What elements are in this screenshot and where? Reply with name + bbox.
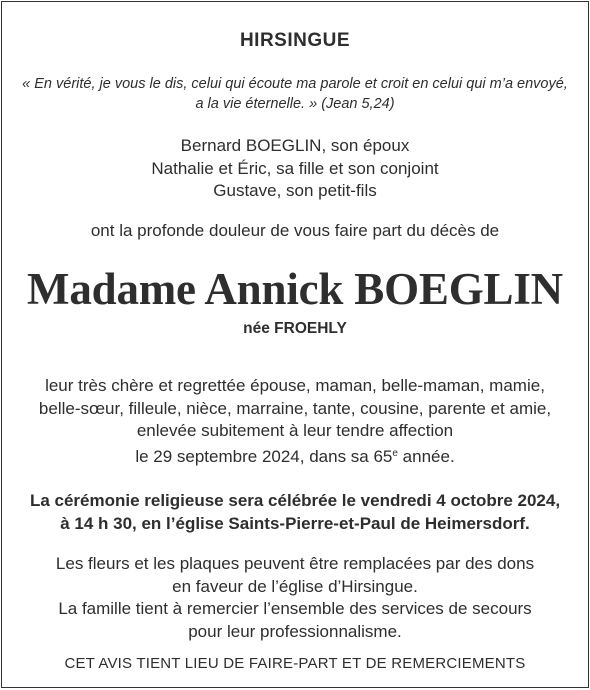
family-member: Gustave, son petit-fils [213,181,377,200]
flowers-line: pour leur professionnalisme. [188,621,402,641]
deceased-description [2,375,588,468]
flowers-line: Les fleurs et les plaques peuvent être remplacées par des dons [55,554,535,573]
flowers-line: en faveur de l’église d’Hirsingue. [172,576,418,596]
date-age-text: le 29 septembre 2024, dans sa 65 [135,446,393,466]
obituary-notice [1,1,589,688]
date-age-end: année. [397,446,455,466]
ceremony-line: La cérémonie religieuse sera célébrée le vendredi 4 octobre 2024, [29,491,561,510]
maiden-name: née FROEHLY [243,320,347,337]
family-list [2,135,588,203]
description-line: belle-sœur, filleule, nièce, marraine, tante, cousine, parente et amie, [38,398,552,418]
announcement-intro: ont la profonde douleur de vous faire part du décès de [90,221,500,240]
family-member: Nathalie et Éric, sa fille et son conjoint [151,158,439,178]
ceremony-info [2,489,588,535]
footer-notice: CET AVIS TIENT LIEU DE FAIRE-PART ET DE REMERCIEMENTS [64,655,526,672]
quote-line: « En vérité, je vous le dis, celui qui écoute ma parole et croit en celui qui m’a envoyé, [22,76,568,92]
town-heading: HIRSINGUE [239,30,351,51]
flowers-line: La famille tient à remercier l’ensemble des services de secours [58,599,532,618]
ordinal-suffix: e [392,447,398,459]
description-line: leur très chère et regrettée épouse, maman, belle-maman, mamie, [45,376,545,395]
ceremony-line: à 14 h 30, en l’église Saints-Pierre-et-Paul de Heimersdorf. [60,514,530,533]
family-member: Bernard BOEGLIN, son époux [180,136,410,155]
deceased-name: Madame Annick BOEGLIN [27,264,563,314]
description-line: enlevée subitement à leur tendre affection [136,421,454,440]
bible-quote [2,74,588,114]
quote-line: a la vie éternelle. » (Jean 5,24) [195,96,395,112]
flowers-thanks [2,553,588,643]
description-line [2,443,588,469]
